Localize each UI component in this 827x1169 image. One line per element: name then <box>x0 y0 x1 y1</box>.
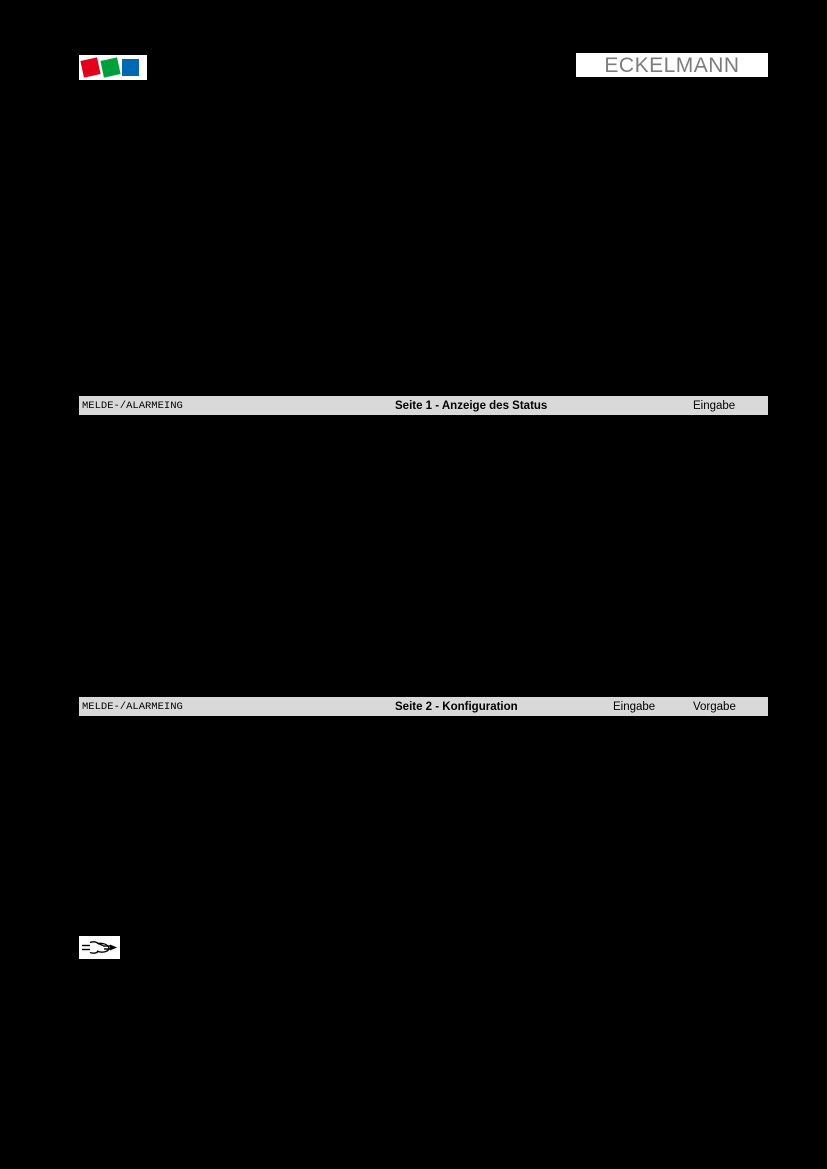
eckelmann-logo-mark <box>79 55 147 80</box>
table-caption-bar-1 <box>79 395 768 416</box>
logo-blue-square-icon <box>122 59 139 76</box>
table-2-title: Seite 2 - Konfiguration <box>395 700 518 713</box>
brand-wordmark <box>576 53 768 77</box>
table-1-id: MELDE-/ALARMEING <box>82 399 183 412</box>
table-2-column-vorgabe: Vorgabe <box>693 700 736 713</box>
table-2-id: MELDE-/ALARMEING <box>82 700 183 713</box>
pointing-hand-icon <box>79 936 120 959</box>
logo-green-square-icon <box>100 57 120 77</box>
logo-red-square-icon <box>80 57 100 77</box>
brand-text: ECKELMANN <box>604 53 740 77</box>
table-1-column-eingabe: Eingabe <box>693 399 736 412</box>
table-1-title: Seite 1 - Anzeige des Status <box>395 399 548 412</box>
table-caption-bar-2 <box>79 696 768 717</box>
table-2-column-eingabe: Eingabe <box>613 700 656 713</box>
